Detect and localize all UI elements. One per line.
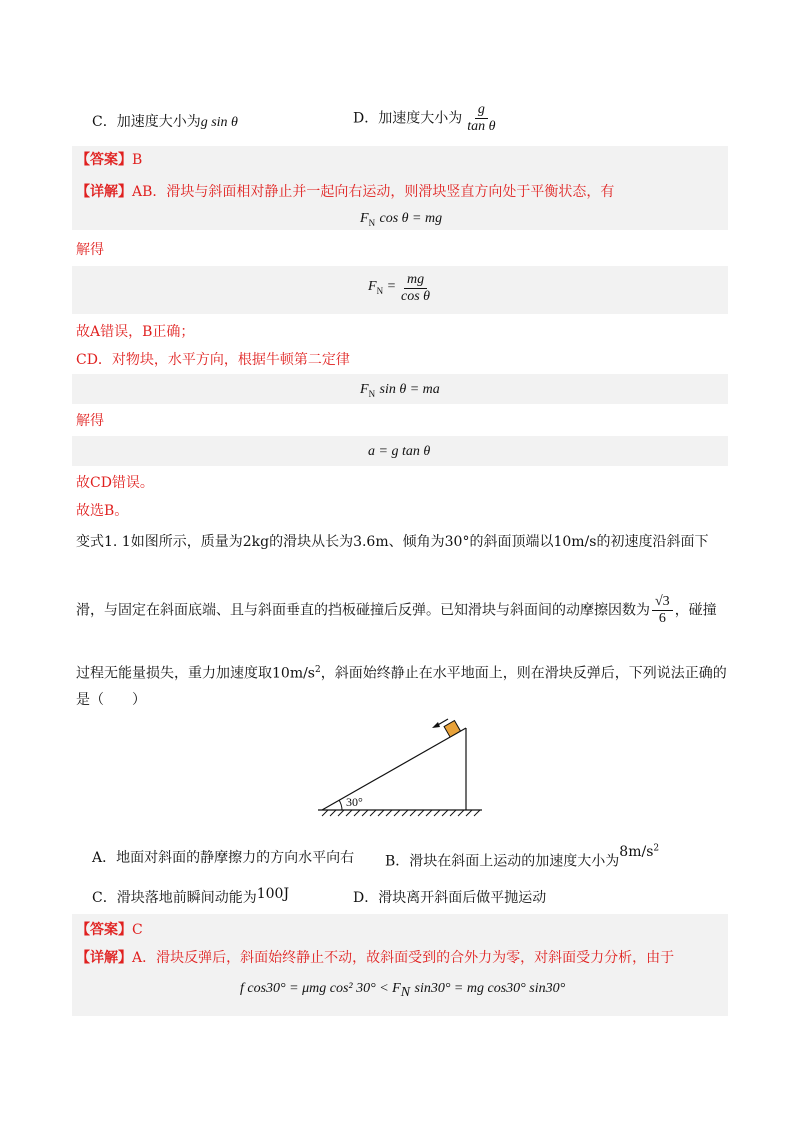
- option-a: A．地面对斜面的静摩擦力的方向水平向右: [92, 850, 355, 866]
- incline-surface: [322, 728, 466, 810]
- equation-3: $F_N$ sin θ = ma: [360, 382, 440, 399]
- equation-2-fraction: $\frac{mg}{\text{cos θ}}$: [401, 272, 431, 304]
- problem-line-4: 是（ ）: [76, 692, 146, 708]
- problem-line-3: 过程无能量损失，重力加速度取$10m/s^2$，斜面始终静止在水平地面上，则在滑块反弹后，下列说法正确的: [76, 665, 727, 682]
- option-c-formula: g sin θ: [200, 115, 238, 130]
- problem-line-2: 滑，与固定在斜面底端、且与斜面垂直的挡板碰撞后反弹。已知滑块与斜面间的动摩擦因数为 $\frac{√3}{6}$ ，碰撞: [76, 594, 717, 626]
- choice-1: 故选B。: [76, 503, 129, 519]
- solve-2: 解得: [76, 413, 104, 429]
- option-b: B．滑块在斜面上运动的加速度大小为$8m/s^2$: [385, 843, 660, 870]
- slider-block: [444, 721, 460, 737]
- friction-coefficient-fraction: $\frac{√3}{6}$: [652, 594, 673, 627]
- equation-1: $F_N$ cos θ = mg: [360, 211, 443, 228]
- detail-1-intro: 【详解】AB．滑块与斜面相对静止并一起向右运动，则滑块竖直方向处于平衡状态，有: [76, 184, 615, 200]
- option-d-fraction: $\frac{g}{\text{tan θ}}$: [467, 102, 496, 134]
- conclusion-1: 故A错误，B正确；: [76, 324, 195, 340]
- option-d-label: D．加速度大小为: [353, 110, 463, 127]
- equation-2: $F_N$ = $\frac{mg}{\text{cos θ}}$: [368, 272, 435, 305]
- problem-line-1: 变式1. 1如图所示，质量为2kg的滑块从长为3.6m、倾角为30°的斜面顶端以10m/s的初速度沿斜面下: [76, 534, 709, 550]
- incline-figure: [318, 712, 488, 822]
- ground-hatch: [322, 810, 480, 816]
- option-c: C．滑块落地前瞬间动能为100J: [92, 886, 290, 906]
- conclusion-2: 故CD错误。: [76, 475, 154, 491]
- option-c-top: [92, 112, 238, 133]
- equation-4: a = g tan θ: [368, 444, 431, 459]
- option-c-label: C．加速度大小为: [92, 114, 201, 130]
- angle-arc: [339, 800, 342, 810]
- option-d-top: [353, 102, 501, 135]
- answer-2: 【答案】C: [76, 922, 143, 938]
- solve-1: 解得: [76, 242, 104, 258]
- detail-2-intro: 【详解】A．滑块反弹后，斜面始终静止不动，故斜面受到的合外力为零，对斜面受力分析，由于: [76, 950, 675, 966]
- cd-intro: CD．对物块，水平方向，根据牛顿第二定律: [76, 352, 350, 368]
- answer-1: 【答案】B: [76, 152, 143, 168]
- equation-5: f cos30° = μmg cos² $30^\circ < F_N$ sin30° = mg cos30° sin30°: [240, 981, 566, 1000]
- angle-label: 30°: [346, 795, 363, 809]
- option-d: D．滑块离开斜面后做平抛运动: [353, 890, 547, 906]
